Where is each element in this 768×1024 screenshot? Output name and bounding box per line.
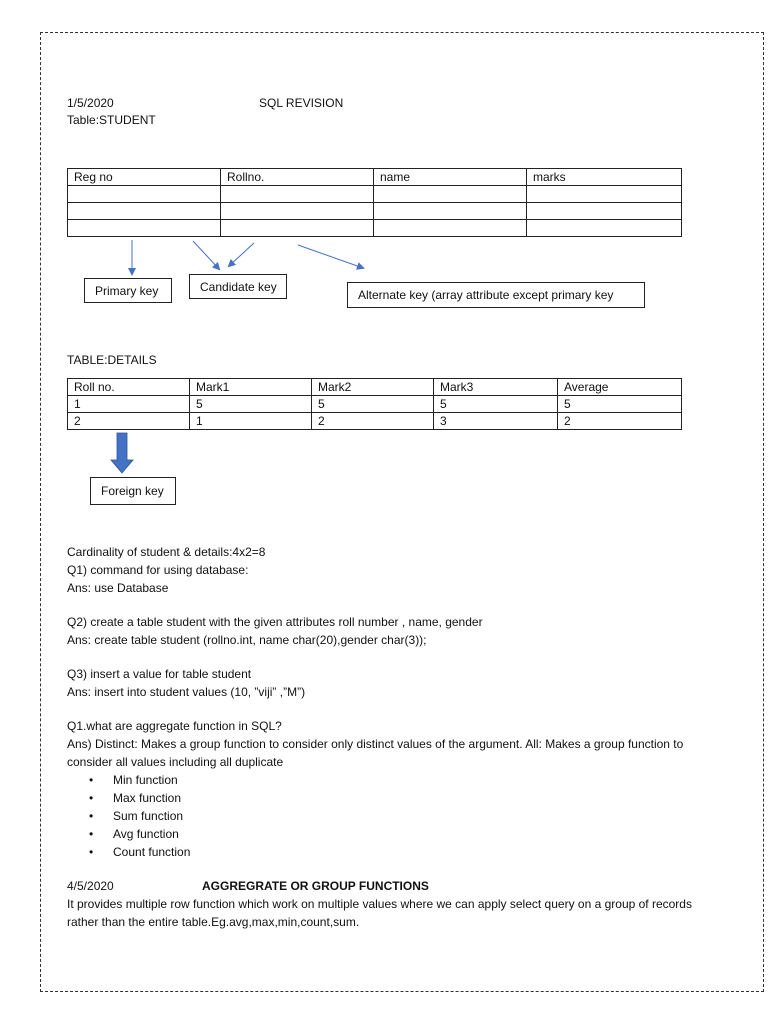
answer-1: Ans: use Database (67, 581, 169, 595)
question-1: Q1) command for using database: (67, 563, 249, 577)
answer-3: Ans: insert into student values (10, ”viji” ,”M”) (67, 685, 306, 699)
list-item: • Count function (113, 843, 190, 861)
table-header-row (68, 379, 682, 396)
table-cell: 2 (558, 413, 682, 430)
table-cell: 5 (558, 396, 682, 413)
alternate-key-label: Alternate key (array attribute except primary key (358, 288, 614, 302)
table-row (68, 396, 682, 413)
alternate-key-box (347, 282, 645, 308)
key-arrows (41, 33, 765, 513)
table-cell: 2 (68, 413, 190, 430)
aggregate-title: AGGREGRATE OR GROUP FUNCTIONS (202, 879, 429, 893)
foreign-key-block-arrow (111, 433, 133, 473)
table-header-cell: Reg no (68, 169, 221, 186)
student-table-label: Table:STUDENT (67, 113, 156, 127)
details-table (67, 378, 682, 430)
answer-2: Ans: create table student (rollno.int, name char(20),gender char(3)); (67, 633, 427, 647)
function-list (61, 771, 190, 861)
list-item: • Min function (113, 771, 190, 789)
table-cell: 5 (190, 396, 312, 413)
table-cell: 5 (434, 396, 558, 413)
list-item: • Max function (113, 789, 190, 807)
question-4: Q1.what are aggregate function in SQL? (67, 719, 282, 733)
question-2: Q2) create a table student with the given attributes roll number , name, gender (67, 615, 483, 629)
table-header-cell: Mark3 (434, 379, 558, 396)
list-item: • Sum function (113, 807, 190, 825)
table-cell: 5 (312, 396, 434, 413)
candidate-key-arrow-left (193, 241, 219, 269)
aggregate-text: It provides multiple row function which work on multiple values where we can apply select query on a group of records rather than the entire table.Eg.avg,max,min,count,sum. (67, 897, 692, 929)
table-row (68, 413, 682, 430)
table-cell: 3 (434, 413, 558, 430)
primary-key-label: Primary key (95, 283, 159, 298)
table-header-cell: marks (527, 169, 682, 186)
table-header-cell: Mark2 (312, 379, 434, 396)
candidate-key-arrow-right (229, 243, 254, 266)
table-cell: 1 (68, 396, 190, 413)
aggregate-date: 4/5/2020 (67, 879, 114, 893)
table-cell: 1 (190, 413, 312, 430)
foreign-key-label: Foreign key (101, 484, 164, 498)
primary-key-box (84, 278, 172, 303)
table-header-cell: Average (558, 379, 682, 396)
document-page (40, 32, 764, 992)
candidate-key-label: Candidate key (200, 279, 277, 294)
details-table-label: TABLE:DETAILS (67, 353, 157, 367)
table-header-cell: name (374, 169, 527, 186)
foreign-key-box (90, 477, 176, 505)
candidate-key-box (189, 274, 287, 299)
header-title: SQL REVISION (259, 96, 344, 110)
list-item: • Avg function (113, 825, 190, 843)
table-header-cell: Rollno. (221, 169, 374, 186)
cardinality-text: Cardinality of student & details:4x2=8 (67, 545, 266, 559)
question-3: Q3) insert a value for table student (67, 667, 252, 681)
answer-4: Ans) Distinct: Makes a group function to consider only distinct values of the argument. All: Makes a group function to consider all values including all duplicate (67, 737, 684, 769)
alternate-key-arrow (298, 245, 363, 268)
table-header-cell: Roll no. (68, 379, 190, 396)
table-cell: 2 (312, 413, 434, 430)
header-date: 1/5/2020 (67, 96, 114, 110)
table-header-cell: Mark1 (190, 379, 312, 396)
